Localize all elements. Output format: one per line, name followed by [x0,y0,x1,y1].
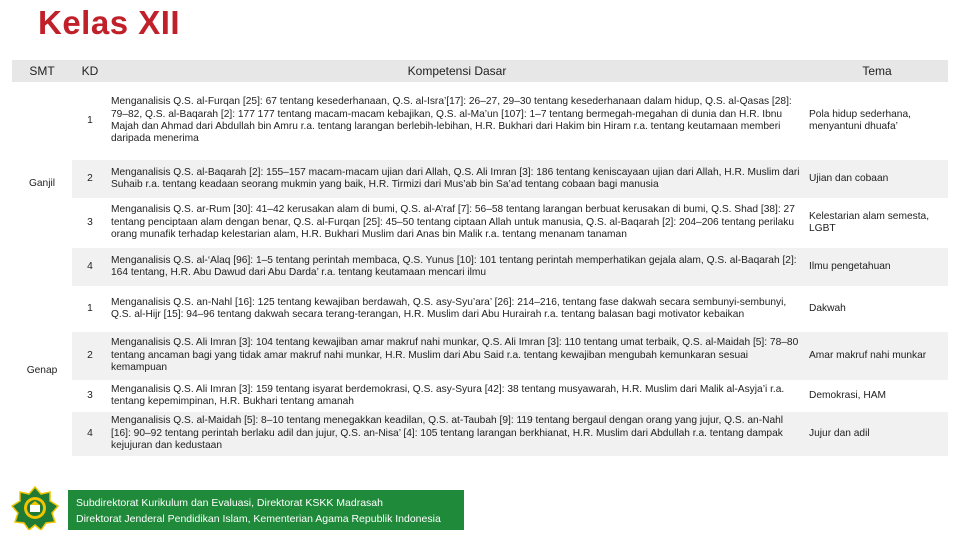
table-row [12,248,948,286]
tema-cell: Kelestarian alam semesta, LGBT [809,210,930,234]
header-tema: Tema [806,60,948,82]
tema-cell: Demokrasi, HAM [809,389,886,401]
footer-line-2: Direktorat Jenderal Pendidikan Islam, Kementerian Agama Republik Indonesia [76,513,441,525]
tema-cell: Dakwah [809,302,846,314]
table-row [12,160,948,198]
kd-number: 1 [87,302,93,314]
kompetensi-dasar-table [12,60,948,456]
table-row [12,412,948,456]
kemenag-logo-icon [10,486,60,530]
semester-ganjil: Ganjil [12,82,72,286]
kd-number: 1 [87,114,93,126]
header-kd: KD [72,60,108,82]
table-row [12,380,948,412]
page-title: Kelas XII [38,4,181,41]
kd-number: 2 [72,160,108,198]
table-row [12,332,948,380]
kd-number: 4 [72,248,108,286]
kd-number: 3 [87,389,93,401]
kd-number: 3 [87,216,93,228]
kompetensi-cell: Menganalisis Q.S. Ali Imran [3]: 104 tentang kewajiban amar makruf nahi munkar, Q.S. Ali Imran [3]: 110 tentang umat terbaik, Q.S. al-Maidah [5]: 78–80 tentang ancaman bagi yang tidak amar makruf nahi munkar, H.R. Muslim dari Abu Said r.a. tentang kewajiban mengubah kemunkaran sesuai kemampuan [108,332,806,380]
kompetensi-cell: Menganalisis Q.S. al-‘Alaq [96]: 1–5 tentang perintah membaca, Q.S. Yunus [10]: 101 tentang perintah memperhatikan gejala alam, Q.S. al-Baqarah [2]: 164 tentang, H.R. Abu Dawud dari Abu Darda’ r.a. tentang keutamaan mencari ilmu [108,248,806,286]
table-row [12,82,948,160]
kompetensi-cell: Menganalisis Q.S. an-Nahl [16]: 125 tentang kewajiban berdawah, Q.S. asy-Syu’ara’ [26]: 214–216, tentang fase dakwah secara sembunyi-sembunyi, Q.S. al-Hijr [15]: 94–96 tentang dakwah secara terang-terangan, H.R. Muslim dari Abu Hurairah r.a. tentang balasan bagi motivator kebaikan [111,296,787,320]
kompetensi-cell: Menganalisis Q.S. Ali Imran [3]: 159 tentang isyarat berdemokrasi, Q.S. asy-Syura [42]: 38 tentang musyawarah, H.R. Muslim dari Malik al-Asyja’i r.a. tentang kepemimpinan, H.R. Bukhari tentang amanah [111,383,785,407]
kd-number: 4 [72,412,108,456]
tema-cell: Amar makruf nahi munkar [806,332,948,380]
kompetensi-cell: Menganalisis Q.S. al-Furqan [25]: 67 tentang kesederhanaan, Q.S. al-Isra’[17]: 26–27, 29–30 tentang kesederhanaan dalam hidup, Q.S. al-Qasas [28]: 79–82, Q.S. al-Baqarah [2]: 177 177 tentang macam-macam kebajikan, Q.S. al-Ma’un [107]: 1–7 tentang bermegah-megahan di dunia dan H.R. Ibnu Majah dan Ahmad dari Abdullah bin Amru r.a. tentang larangan berlebih-lebihan, H.R. Bukhari dari Hakim bin Hiram r.a. tentang keutamaan memberi daripada menerima [111,96,792,145]
header-smt: SMT [12,60,72,82]
kompetensi-cell: Menganalisis Q.S. al-Baqarah [2]: 155–157 macam-macam ujian dari Allah, Q.S. Ali Imran [3]: 186 tentang keniscayaan ujian dari Allah, H.R. Muslim dari Suhaib r.a. tentang keadaan seorang mukmin yang baik, H.R. Tirmizi dari Mus’ab bin Sa’ad tentang cobaan bagi manusia [108,160,806,198]
kompetensi-cell: Menganalisis Q.S. al-Maidah [5]: 8–10 tentang menegakkan keadilan, Q.S. at-Taubah [9]: 119 tentang bergaul dengan orang yang jujur, Q.S. an-Nahl [16]: 90–92 tentang perintah berlaku adil dan jujur, Q.S. an-Nisa’ [4]: 105 tentang larangan berkhianat, H.R. Muslim dari Abdullah r.a. tentang dampak kejujuran dan kedustaan [108,412,806,456]
header-kompetensi: Kompetensi Dasar [108,60,806,82]
table-row [12,198,948,248]
tema-cell: Ujian dan cobaan [806,160,948,198]
table-header-row [12,60,948,82]
tema-cell: Pola hidup sederhana, menyantuni dhuafa’ [809,108,911,132]
table-row [12,286,948,332]
kompetensi-cell: Menganalisis Q.S. ar-Rum [30]: 41–42 kerusakan alam di bumi, Q.S. al-A’raf [7]: 56–58 tentang larangan berbuat kerusakan di bumi, Q.S. Shad [38]: 27 tentang penciptaan alam dengan benar, Q.S. al-Furqan [25]: 45–50 tentang ciptaan Allah untuk manusia, Q.S. al-Baqarah [2]: 204–206 tentang perilaku orang munafik terhadap kelestarian alam, H.R. Bukhari Muslim dari Anas bin Malik r.a. tentang menanam tanaman [111,204,795,241]
kd-number: 2 [72,332,108,380]
semester-genap: Genap [12,286,72,456]
tema-cell: Jujur dan adil [806,412,948,456]
tema-cell: Ilmu pengetahuan [806,248,948,286]
footer-line-1: Subdirektorat Kurikulum dan Evaluasi, Direktorat KSKK Madrasah [76,497,383,509]
